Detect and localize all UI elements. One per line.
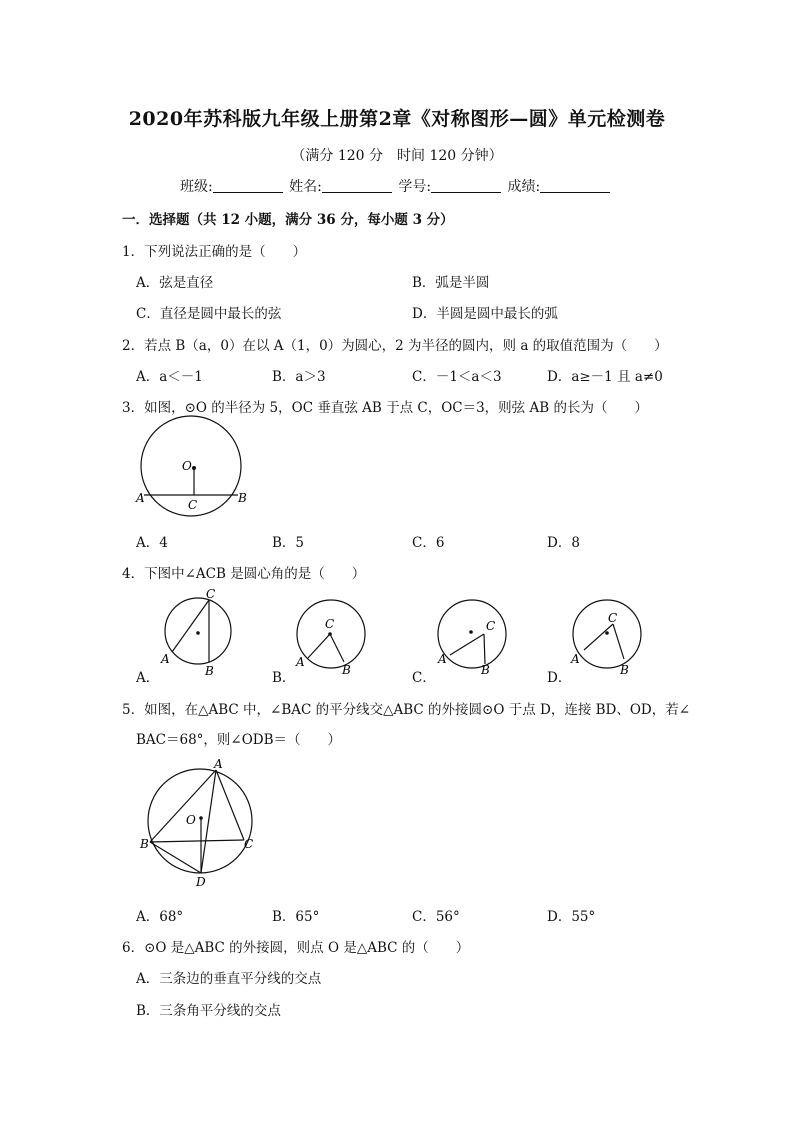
q6-option-a[interactable]: A．三条边的垂直平分线的交点: [136, 971, 322, 987]
q3-option-a[interactable]: A．4: [136, 535, 168, 551]
q1-option-b[interactable]: B．弧是半圆: [412, 275, 490, 291]
svg-text:C: C: [608, 611, 618, 625]
label-c: C: [188, 498, 198, 512]
q4-figure-a: [152, 586, 242, 678]
svg-text:A: A: [214, 757, 223, 771]
q1-option-d[interactable]: D．半圆是圆中最长的弧: [412, 306, 558, 322]
question-6-stem: 6．⊙O 是△ABC 的外接圆，则点 O 是△ABC 的（ ）: [122, 940, 470, 956]
question-5-stem-line1: 5．如图，在△ABC 中，∠BAC 的平分线交△ABC 的外接圆⊙O 于点 D，连接 BD、OD，若∠: [122, 702, 691, 718]
svg-text:A: A: [296, 655, 305, 669]
svg-text:B: B: [205, 664, 214, 678]
q4-option-d[interactable]: D．: [547, 670, 572, 686]
q3-option-c[interactable]: C．6: [412, 535, 445, 551]
q2-option-c[interactable]: C．－1＜a＜3: [412, 369, 502, 385]
svg-text:C: C: [486, 619, 496, 633]
svg-text:D: D: [196, 875, 206, 889]
q4-option-c[interactable]: C．: [412, 670, 436, 686]
q3-option-b[interactable]: B．5: [272, 535, 305, 551]
svg-text:A: A: [161, 652, 170, 666]
class-label: 班级:: [180, 179, 213, 195]
q4-figure-c: [428, 592, 518, 678]
center-point: [192, 466, 196, 470]
q5-figure: [134, 756, 264, 890]
q2-option-a[interactable]: A．a＜－1: [136, 369, 203, 385]
q1-option-a[interactable]: A．弦是直径: [136, 275, 214, 291]
q4-option-b[interactable]: B．: [272, 670, 296, 686]
q3-figure: [130, 415, 260, 520]
label-o: O: [182, 459, 192, 473]
question-2-stem: 2．若点 B（a，0）在以 A（1，0）为圆心，2 为半径的圆内，则 a 的取值范围为（ ）: [122, 338, 668, 354]
q5-option-b[interactable]: B．65°: [272, 909, 320, 925]
q4-option-a[interactable]: A．: [136, 670, 160, 686]
svg-text:C: C: [325, 617, 335, 631]
svg-text:B: B: [481, 663, 490, 677]
q1-option-c[interactable]: C．直径是圆中最长的弦: [136, 306, 282, 322]
q4-figure-b: [286, 592, 376, 678]
exam-subtitle: （满分 120 分 时间 120 分钟）: [291, 148, 503, 164]
score-field[interactable]: [540, 178, 610, 193]
name-field[interactable]: [322, 178, 392, 193]
svg-text:C: C: [244, 837, 254, 851]
q2-option-b[interactable]: B．a＞3: [272, 369, 326, 385]
student-info-row: [180, 176, 612, 196]
svg-text:C: C: [206, 587, 216, 601]
q5-option-a[interactable]: A．68°: [136, 909, 184, 925]
score-label: 成绩:: [507, 179, 541, 195]
svg-text:A: A: [438, 652, 447, 666]
q4-figure-d: [563, 592, 653, 678]
label-b: B: [238, 491, 247, 505]
question-4-stem: 4．下图中∠ACB 是圆心角的是（ ）: [122, 566, 366, 582]
label-a: A: [136, 491, 145, 505]
svg-text:A: A: [571, 652, 580, 666]
class-field[interactable]: [213, 178, 283, 193]
name-label: 姓名:: [289, 179, 322, 195]
student-id-label: 学号:: [398, 179, 432, 195]
question-5-stem-line2: BAC＝68°，则∠ODB＝（ ）: [136, 732, 342, 748]
q6-option-b[interactable]: B．三条角平分线的交点: [136, 1003, 281, 1019]
q3-option-d[interactable]: D．8: [547, 535, 580, 551]
svg-text:B: B: [342, 663, 351, 677]
student-id-field[interactable]: [431, 178, 501, 193]
section-heading: 一．选择题（共 12 小题，满分 36 分，每小题 3 分）: [122, 212, 454, 228]
page-title: 2020年苏科版九年级上册第2章《对称图形—圆》单元检测卷: [128, 108, 666, 130]
q5-option-d[interactable]: D．55°: [547, 909, 596, 925]
svg-text:B: B: [140, 837, 149, 851]
svg-text:O: O: [186, 813, 196, 827]
q2-option-d[interactable]: D．a≥－1 且 a≠0: [547, 369, 663, 385]
q5-option-c[interactable]: C．56°: [412, 909, 460, 925]
question-3-stem: 3．如图，⊙O 的半径为 5，OC 垂直弦 AB 于点 C，OC＝3，则弦 AB 的长为（ ）: [122, 400, 648, 416]
svg-text:B: B: [620, 663, 629, 677]
question-1-stem: 1．下列说法正确的是（ ）: [122, 244, 307, 260]
